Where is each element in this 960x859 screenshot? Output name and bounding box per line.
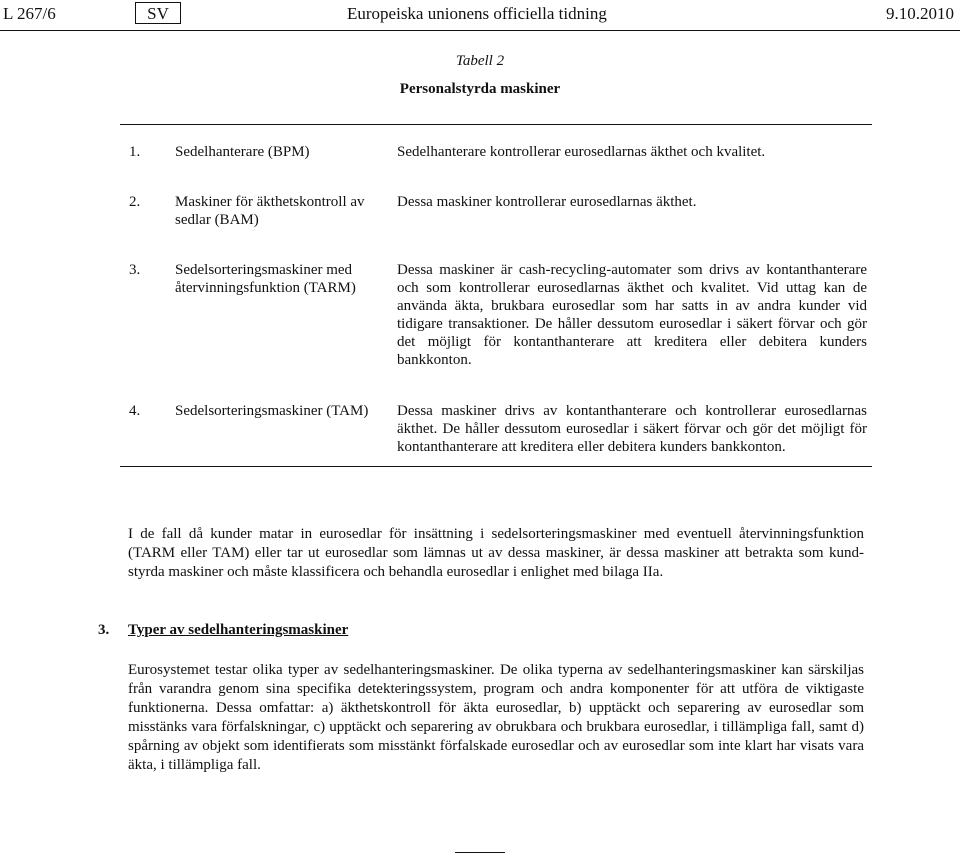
row-number: 3. [129, 262, 141, 278]
machine-name: Maskiner för äkthetskontroll av sedlar (BAM) [175, 194, 365, 228]
machine-description: Dessa maskiner drivs av kontanthanterare och kontrollerar eurosedlarnas äkthet. De håller dessutom eurosedlar i säkert förvar och gör det möjligt för kontanthanterare att kreditera eller debitera kunders bankkonton. [397, 403, 867, 455]
row-number: 2. [129, 194, 141, 210]
table-bottom-rule [120, 466, 872, 467]
section-number: 3. [98, 622, 110, 638]
header-divider [0, 30, 960, 31]
row-number: 4. [129, 403, 141, 419]
section-heading: Typer av sedelhanteringsmaskiner [128, 622, 349, 638]
machine-description: Dessa maskiner är cash-recycling-automater som drivs av kontanthanterare och som kontrollerar eurosedlarnas äkthet och kvalitet. Vid uttag kan de använda äkta, brukbara eurosedlar som har satts in av andra kunder vid tidigare transaktioner. De håller dessutom eurosedlar i säkert förvar och gör det möjligt för kontanthanterare att kreditera eller debitera kunders bankkonton. [397, 262, 867, 368]
body-paragraph: I de fall då kunder matar in eurosedlar för insättning i sedelsorteringsmaskiner med eventuell återvinningsfunktion (TARM eller TAM) eller tar ut eurosedlar som lämnas ut av dessa maskiner, är dessa maskiner att betrakta som kundstyrda maskiner och måste klassificera och behandla eurosedlar i enlighet med bilaga IIa. [128, 526, 864, 580]
language-badge: SV [135, 2, 181, 24]
footnote-separator [455, 852, 505, 853]
machine-name: Sedelsorteringsmaskiner (TAM) [175, 403, 369, 419]
machine-description: Dessa maskiner kontrollerar eurosedlarnas äkthet. [397, 194, 697, 210]
publication-date: 9.10.2010 [886, 4, 954, 23]
page-header [0, 0, 960, 30]
table-top-rule [120, 124, 872, 125]
body-paragraph: Eurosystemet testar olika typer av sedelhanteringsmaskiner. De olika typerna av sedelhanteringsmaskiner kan särskiljas från varandra genom sina specifika detekteringssystem, program och andra komponenter för att utföra de viktigaste funktionerna. Dessa omfattar: a) äkthetskontroll för äkta eurosedlar, b) upptäckt och separering av eurosedlar som misstänks vara förfalskningar, c) upptäckt och separering av obrukbara och brukbara eurosedlar, i tillämpliga fall, samt d) spårning av objekt som identifierats som misstänkt förfalskade eurosedlar och av eurosedlar som inte klart har visats vara äkta, i tillämpliga fall. [128, 662, 864, 773]
page-reference: L 267/6 [3, 4, 56, 23]
machine-name: Sedelsorteringsmaskiner med återvinningsfunktion (TARM) [175, 262, 356, 296]
journal-title: Europeiska unionens officiella tidning [347, 4, 607, 23]
row-number: 1. [129, 144, 141, 160]
machine-name: Sedelhanterare (BPM) [175, 144, 310, 160]
machine-description: Sedelhanterare kontrollerar eurosedlarnas äkthet och kvalitet. [397, 144, 766, 160]
table-caption-title: Personalstyrda maskiner [399, 81, 561, 97]
table-caption-number: Tabell 2 [455, 53, 505, 69]
